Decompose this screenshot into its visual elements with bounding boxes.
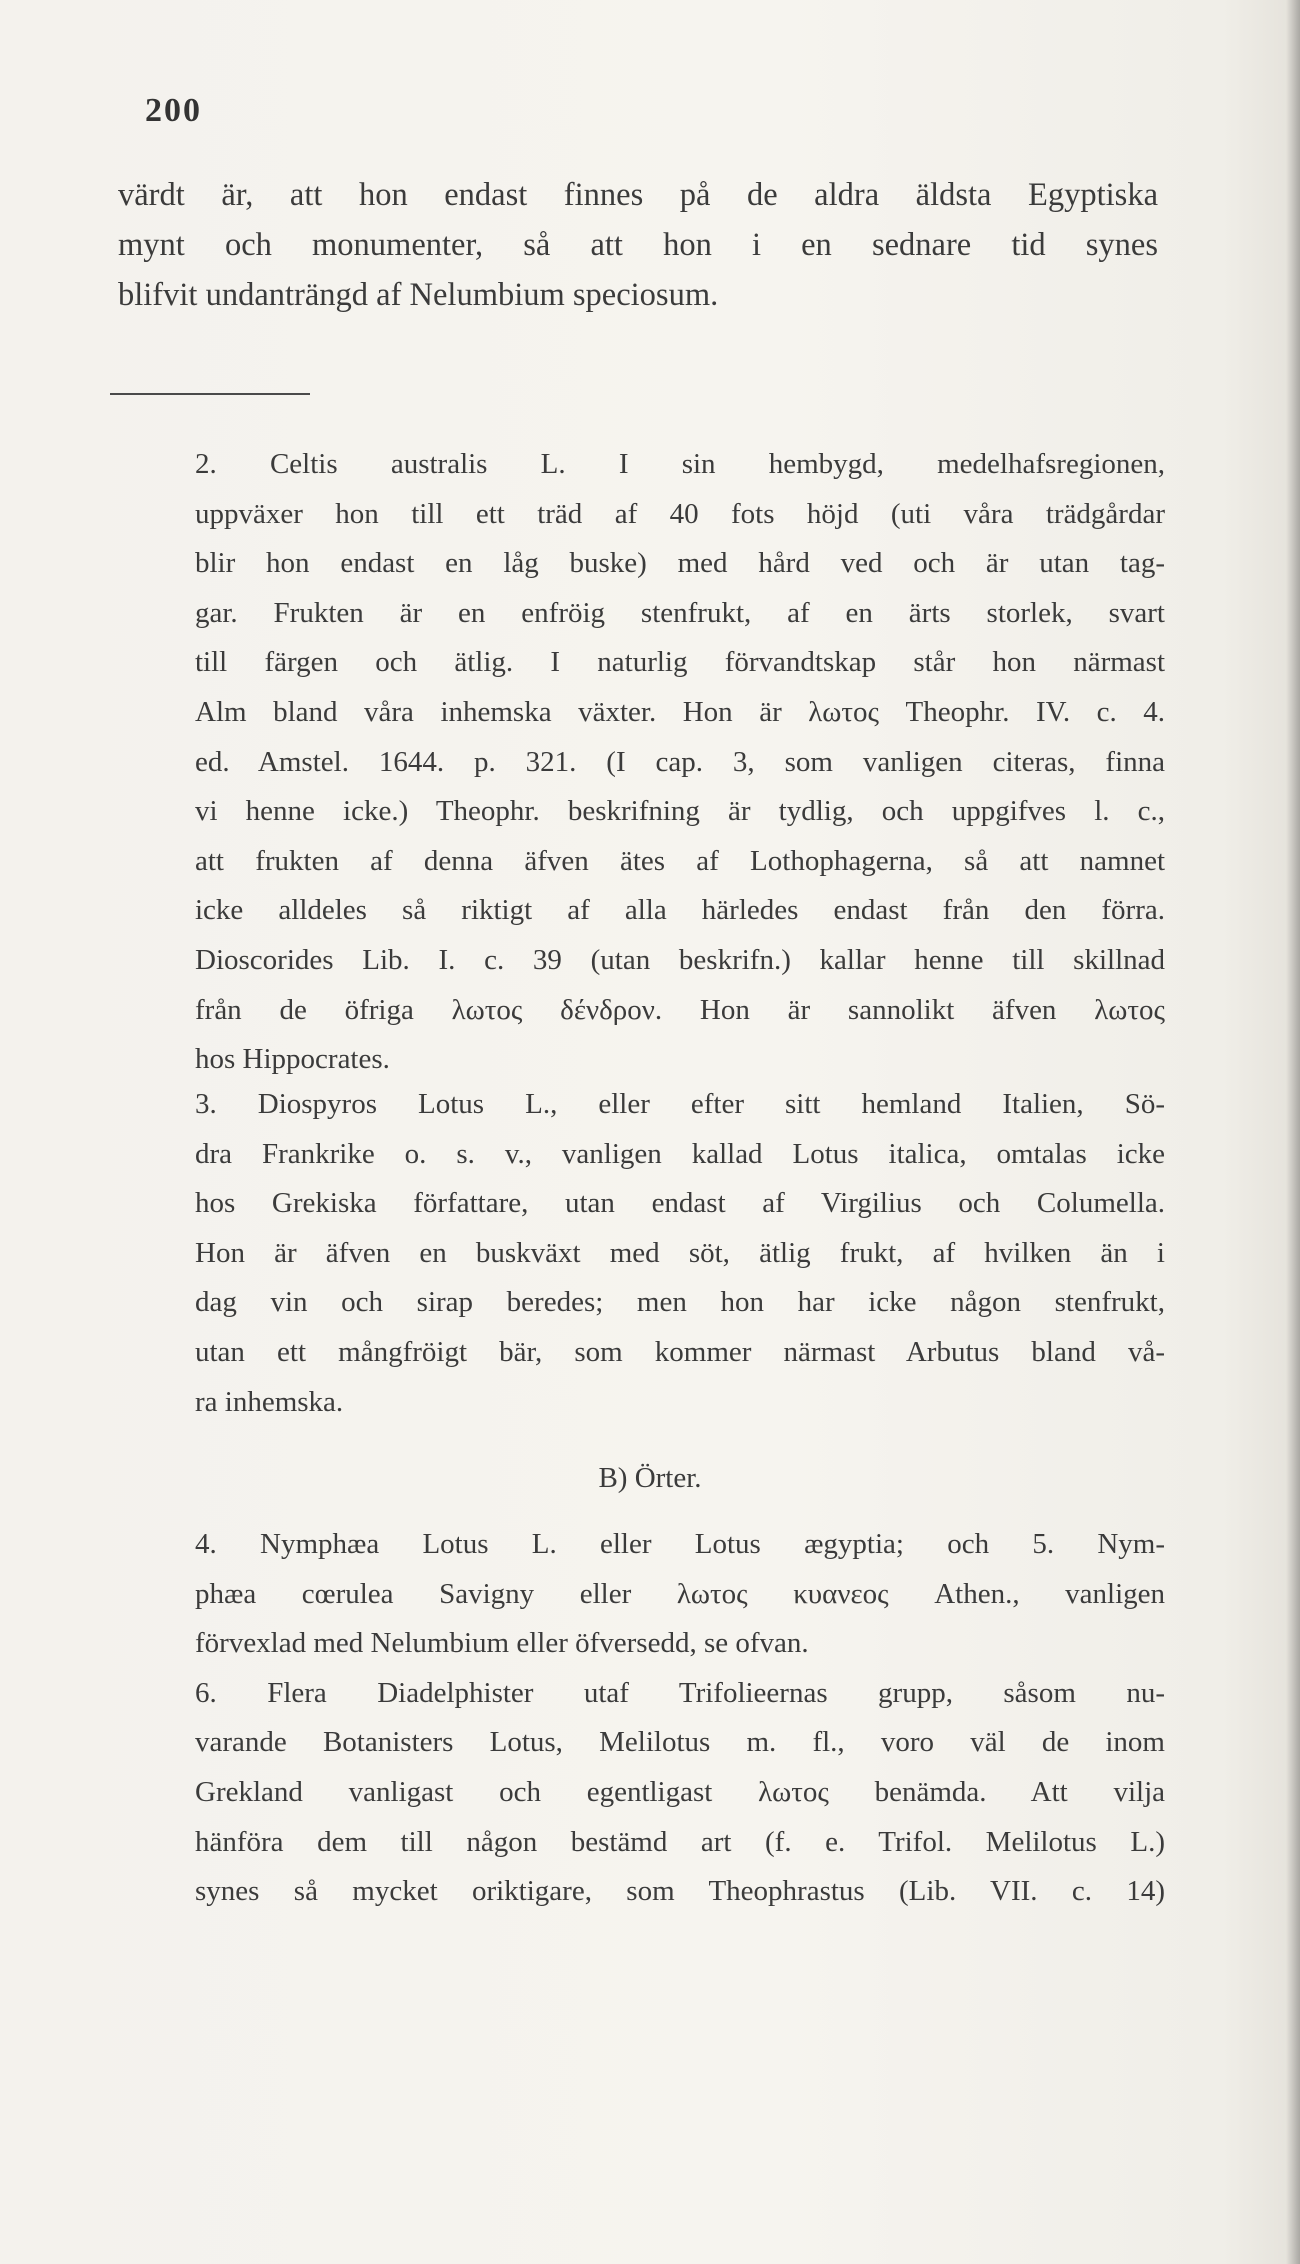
text-line: från de öfriga λωτος δένδρον. Hon är sannolikt äfven λωτος: [195, 993, 1165, 1026]
page-number: 200: [145, 92, 202, 129]
paragraph-diospyros: [195, 1080, 1165, 1427]
text-line: hänföra dem till någon bestämd art (f. e. Trifol. Melilotus L.): [195, 1825, 1165, 1858]
text-line: värdt är, att hon endast finnes på de aldra äldsta Egyptiska: [118, 177, 1158, 213]
text-line: 6. Flera Diadelphister utaf Trifolieernas grupp, såsom nu-: [195, 1676, 1165, 1709]
text-line: 3. Diospyros Lotus L., eller efter sitt hemland Italien, Sö-: [195, 1088, 1165, 1120]
text-line: dra Frankrike o. s. v., vanligen kallad Lotus italica, omtalas icke: [195, 1137, 1165, 1170]
text-line: 2. Celtis australis L. I sin hembygd, medelhafsregionen,: [195, 448, 1165, 480]
section-heading: B) Örter.: [598, 1462, 702, 1494]
text-line: ed. Amstel. 1644. p. 321. (I cap. 3, som vanligen citeras, finna: [195, 745, 1165, 778]
text-line: vi henne icke.) Theophr. beskrifning är tydlig, och uppgifves l. c.,: [195, 795, 1165, 828]
text-line: hos Grekiska författare, utan endast af Virgilius och Columella.: [195, 1187, 1165, 1220]
text-line: synes så mycket oriktigare, som Theophrastus (Lib. VII. c. 14): [195, 1875, 1165, 1908]
text-line: blir hon endast en låg buske) med hård ved och är utan tag-: [195, 547, 1165, 580]
paragraph-1: [118, 170, 1158, 320]
text-line: phæa cœrulea Savigny eller λωτος κυανεος Athen., vanligen: [195, 1577, 1165, 1610]
text-line: Hon är äfven en buskväxt med söt, ätlig frukt, af hvilken än i: [195, 1236, 1165, 1269]
text-line: uppväxer hon till ett träd af 40 fots höjd (uti våra trädgårdar: [195, 497, 1165, 530]
text-line: gar. Frukten är en enfröig stenfrukt, af en ärts storlek, svart: [195, 596, 1165, 629]
section-divider: [110, 393, 310, 395]
text-line: Dioscorides Lib. I. c. 39 (utan beskrifn.) kallar henne till skillnad: [195, 943, 1165, 976]
text-line: mynt och monumenter, så att hon i en sednare tid synes: [118, 227, 1158, 263]
text-line: till färgen och ätlig. I naturlig förvandtskap står hon närmast: [195, 646, 1165, 679]
text-line: icke alldeles så riktigt af alla härledes endast från den förra.: [195, 894, 1165, 927]
text-line: att frukten af denna äfven ätes af Lothophagerna, så att namnet: [195, 844, 1165, 877]
paragraph-celtis: [195, 440, 1165, 1085]
text-line: ra inhemska.: [195, 1385, 344, 1418]
paragraph-nymphaea: [195, 1520, 1165, 1917]
text-line: hos Hippocrates.: [195, 1043, 390, 1076]
text-line: Grekland vanligast och egentligast λωτος benämda. Att vilja: [195, 1775, 1165, 1808]
text-line: dag vin och sirap beredes; men hon har icke någon stenfrukt,: [195, 1286, 1165, 1319]
text-line: blifvit undanträngd af Nelumbium speciosum.: [118, 277, 719, 313]
text-line: utan ett mångfröigt bär, som kommer närmast Arbutus bland vå-: [195, 1335, 1165, 1368]
text-line: 4. Nymphæa Lotus L. eller Lotus ægyptia; och 5. Nym-: [195, 1528, 1165, 1560]
text-line: varande Botanisters Lotus, Melilotus m. fl., voro väl de inom: [195, 1726, 1165, 1759]
text-line: Alm bland våra inhemska växter. Hon är λωτος Theophr. IV. c. 4.: [195, 695, 1165, 728]
text-line: förvexlad med Nelumbium eller öfversedd, se ofvan.: [195, 1627, 809, 1660]
page-edge-shadow: [1286, 0, 1300, 2264]
